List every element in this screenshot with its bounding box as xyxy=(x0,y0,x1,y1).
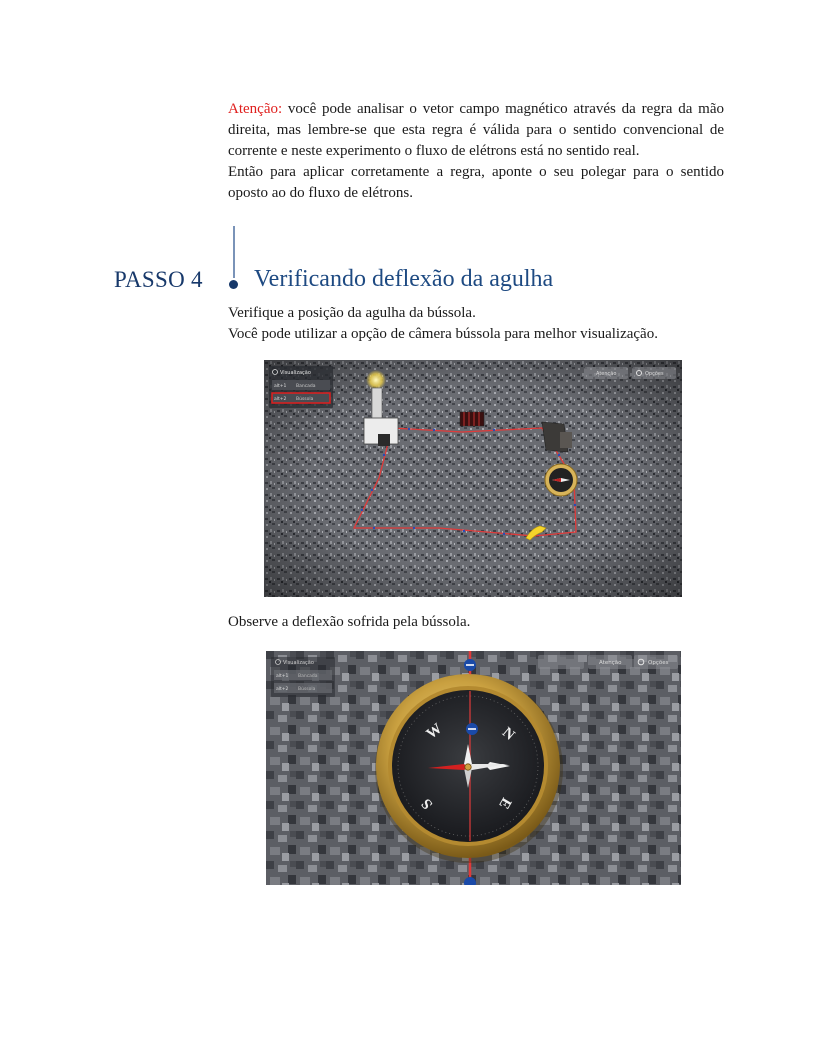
attention-text: você pode analisar o vetor campo magnético através da regra da mão direita, mas lembre-se que esta regra é válida para o sentido convencional de corrente e neste experimento o fluxo de elétrons está no sentido real. xyxy=(228,101,724,159)
attention-label: Atenção: xyxy=(228,101,283,117)
intro-line-2: Você pode utilizar a opção de câmera bússola para melhor visualização. xyxy=(228,326,658,342)
step-timeline-dot xyxy=(229,280,238,289)
option-key: alt+2 xyxy=(274,397,287,402)
attention-line-1 xyxy=(228,99,724,162)
compass-letter-n: N xyxy=(498,724,518,744)
options-button-label: Opções xyxy=(645,371,664,377)
panel-title: Visualização xyxy=(280,370,311,376)
attention-button-label: Atenção xyxy=(599,660,622,666)
bench-screenshot xyxy=(264,360,682,597)
option-label: Bancada xyxy=(298,674,318,679)
compass-screenshot xyxy=(266,651,681,885)
options-button-label: Opções xyxy=(648,660,669,666)
compass-letter-e: E xyxy=(495,794,515,812)
intro-line-1: Verifique a posição da agulha da bússola. xyxy=(228,305,476,321)
attention-line-2: Então para aplicar corretamente a regra, aponte o seu polegar para o sentido oposto ao do fluxo de elétrons. xyxy=(228,164,724,201)
option-label: Bússola xyxy=(298,687,316,692)
coil-component xyxy=(460,412,484,426)
step-label: PASSO 4 xyxy=(114,267,203,292)
visualization-panel xyxy=(271,657,335,697)
attention-paragraph xyxy=(228,99,724,204)
visualization-panel xyxy=(269,366,333,408)
option-key: alt+2 xyxy=(276,687,289,692)
compass-letter-w: W xyxy=(423,720,446,743)
attention-button-label: Atenção xyxy=(596,371,617,377)
option-key: alt+1 xyxy=(274,384,287,389)
needle-pivot xyxy=(465,764,471,770)
intro-text xyxy=(228,303,728,345)
option-key: alt+1 xyxy=(276,674,289,679)
compass-small xyxy=(545,464,577,496)
option-label: Bússola xyxy=(296,397,314,402)
step-timeline-line xyxy=(233,226,235,278)
top-buttons xyxy=(538,655,678,669)
panel-title: Visualização xyxy=(283,660,314,666)
step-title: Verificando deflexão da agulha xyxy=(254,266,554,292)
compass xyxy=(375,674,563,863)
compass-letter-s: S xyxy=(418,795,437,812)
option-label: Bancada xyxy=(296,384,316,389)
observe-text: Observe a deflexão sofrida pela bússola. xyxy=(228,614,471,630)
